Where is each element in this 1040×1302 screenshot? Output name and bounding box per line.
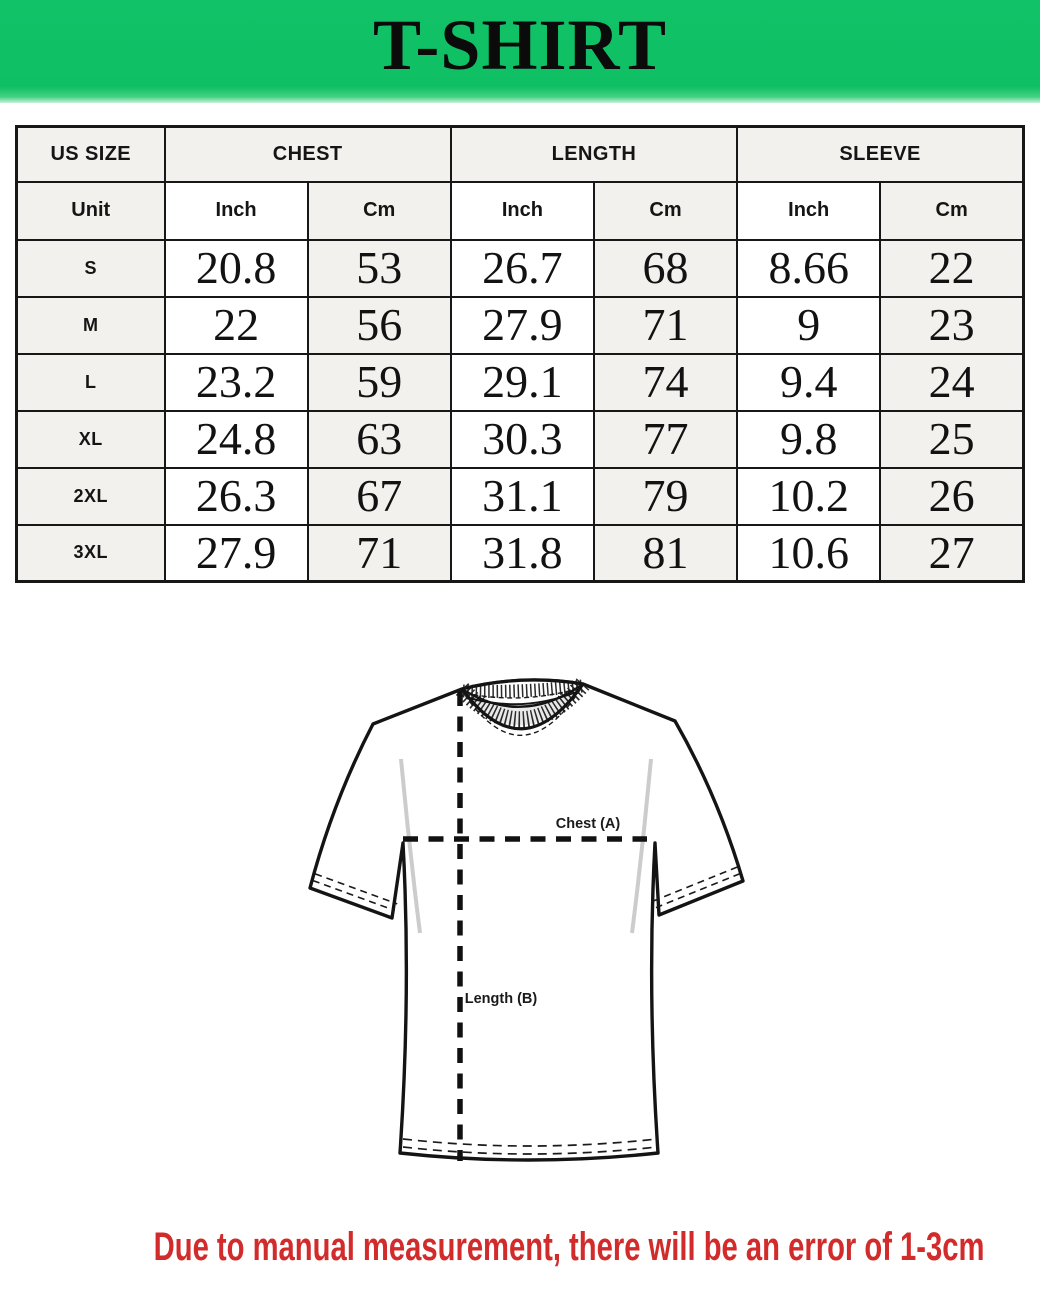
unit-cell: Unit [17, 182, 165, 240]
value-cell: 27.9 [451, 297, 594, 354]
value-cell: 24 [880, 354, 1023, 411]
value-cell: 27 [880, 525, 1023, 582]
col-header-length: LENGTH [451, 127, 737, 182]
value-cell: 71 [308, 525, 451, 582]
value-cell: 22 [880, 240, 1023, 297]
value-cell: 79 [594, 468, 737, 525]
value-cell: 29.1 [451, 354, 594, 411]
unit-cell: Inch [451, 182, 594, 240]
value-cell: 59 [308, 354, 451, 411]
unit-cell: Cm [880, 182, 1023, 240]
value-cell: 30.3 [451, 411, 594, 468]
table-row [17, 240, 1024, 297]
title-banner [0, 0, 1040, 103]
value-cell: 77 [594, 411, 737, 468]
disclaimer-row [0, 1225, 1040, 1269]
unit-cell: Cm [594, 182, 737, 240]
value-cell: 20.8 [165, 240, 308, 297]
table-unit-row [17, 182, 1024, 240]
table-row [17, 411, 1024, 468]
value-cell: 9.8 [737, 411, 880, 468]
value-cell: 67 [308, 468, 451, 525]
value-cell: 27.9 [165, 525, 308, 582]
value-cell: 68 [594, 240, 737, 297]
table-row [17, 468, 1024, 525]
measurement-disclaimer: Due to manual measurement, there will be an error of 1-3cm [153, 1225, 985, 1269]
size-cell: XL [17, 411, 165, 468]
size-cell: 3XL [17, 525, 165, 582]
value-cell: 8.66 [737, 240, 880, 297]
table-row [17, 297, 1024, 354]
size-cell: 2XL [17, 468, 165, 525]
value-cell: 23.2 [165, 354, 308, 411]
value-cell: 56 [308, 297, 451, 354]
value-cell: 81 [594, 525, 737, 582]
value-cell: 9 [737, 297, 880, 354]
value-cell: 26.7 [451, 240, 594, 297]
size-chart-table [15, 125, 1025, 583]
chest-label: Chest (A) [555, 816, 621, 832]
tshirt-measurement-diagram [270, 641, 790, 1181]
table-row [17, 525, 1024, 582]
value-cell: 74 [594, 354, 737, 411]
table-group-header-row [17, 127, 1024, 182]
tshirt-outline [310, 680, 743, 1160]
value-cell: 31.1 [451, 468, 594, 525]
value-cell: 22 [165, 297, 308, 354]
value-cell: 9.4 [737, 354, 880, 411]
value-cell: 10.2 [737, 468, 880, 525]
value-cell: 31.8 [451, 525, 594, 582]
value-cell: 26.3 [165, 468, 308, 525]
size-cell: M [17, 297, 165, 354]
size-cell: S [17, 240, 165, 297]
page-title: T-SHIRT [373, 4, 667, 85]
unit-cell: Inch [165, 182, 308, 240]
value-cell: 24.8 [165, 411, 308, 468]
size-cell: L [17, 354, 165, 411]
col-header-chest: CHEST [165, 127, 451, 182]
value-cell: 53 [308, 240, 451, 297]
table-row [17, 354, 1024, 411]
value-cell: 10.6 [737, 525, 880, 582]
unit-cell: Cm [308, 182, 451, 240]
value-cell: 25 [880, 411, 1023, 468]
value-cell: 63 [308, 411, 451, 468]
col-header-sleeve: SLEEVE [737, 127, 1023, 182]
col-header-us-size: US SIZE [17, 127, 165, 182]
value-cell: 23 [880, 297, 1023, 354]
unit-cell: Inch [737, 182, 880, 240]
value-cell: 26 [880, 468, 1023, 525]
value-cell: 71 [594, 297, 737, 354]
length-label: Length (B) [464, 991, 538, 1007]
